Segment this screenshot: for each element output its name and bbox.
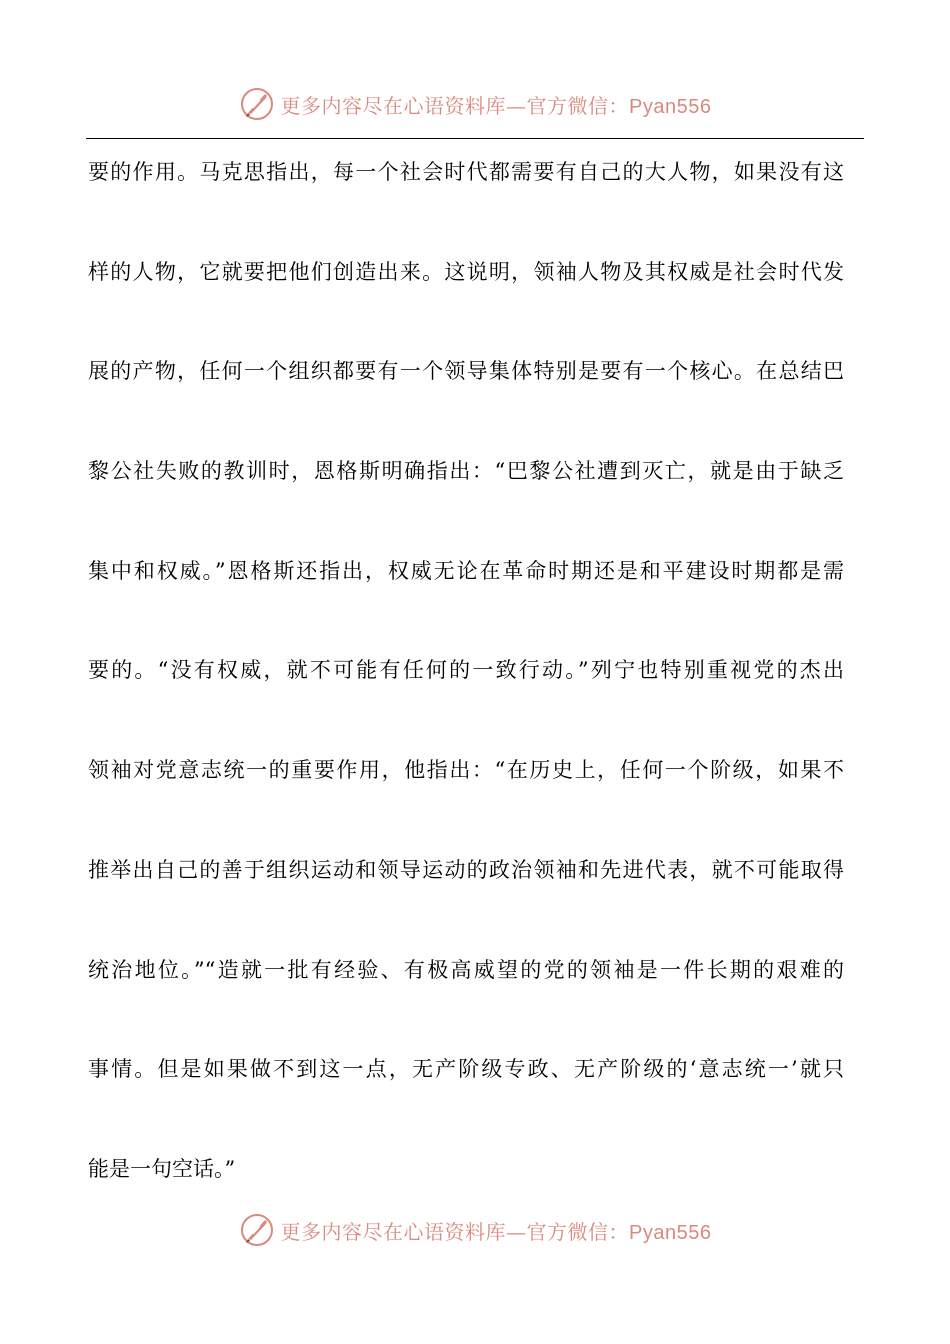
body-line: 集中和权威。”恩格斯还指出，权威无论在革命时期还是和平建设时期都是需 [88, 558, 844, 583]
banner-main-text: 更多内容尽在心语资料库—官方微信： [280, 1219, 630, 1244]
body-line: 领袖对党意志统一的重要作用，他指出：“在历史上，任何一个阶级，如果不 [88, 758, 844, 783]
banner-text [281, 1216, 712, 1245]
quill-pen-logo-icon [239, 1212, 275, 1248]
banner-text [281, 90, 712, 119]
body-line: 统治地位。”“造就一批有经验、有极高威望的党的领袖是一件长期的艰难的 [88, 957, 844, 982]
document-body [88, 148, 848, 1245]
body-line: 能是一句空话。” [88, 1156, 236, 1181]
quill-pen-logo-icon [239, 86, 275, 122]
wechat-id: Pyan556 [629, 1221, 712, 1244]
header-banner [0, 84, 950, 124]
banner-main-text: 更多内容尽在心语资料库—官方微信： [280, 93, 630, 118]
footer-banner [0, 1210, 950, 1250]
body-line: 要的。“没有权威，就不可能有任何的一致行动。”列宁也特别重视党的杰出 [88, 658, 844, 683]
body-line: 要的作用。马克思指出，每一个社会时代都需要有自己的大人物，如果没有这 [88, 160, 844, 184]
wechat-id: Pyan556 [629, 95, 712, 118]
body-line: 黎公社失败的教训时，恩格斯明确指出：“巴黎公社遭到灭亡，就是由于缺乏 [88, 459, 844, 484]
body-line: 事情。但是如果做不到这一点，无产阶级专政、无产阶级的‘意志统一’就只 [88, 1057, 844, 1082]
body-line: 推举出自己的善于组织运动和领导运动的政治领袖和先进代表，就不可能取得 [88, 857, 844, 882]
body-line: 样的人物，它就要把他们创造出来。这说明，领袖人物及其权威是社会时代发 [88, 259, 844, 284]
header-divider [86, 138, 864, 139]
body-line: 展的产物，任何一个组织都要有一个领导集体特别是要有一个核心。在总结巴 [88, 359, 844, 384]
